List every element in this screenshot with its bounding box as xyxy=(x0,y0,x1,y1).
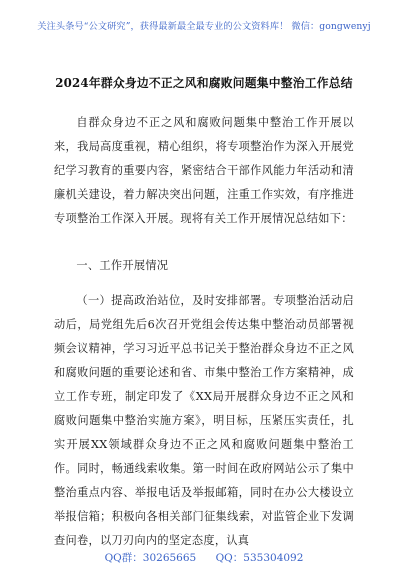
footer-contact xyxy=(0,550,408,565)
intro-block xyxy=(54,111,354,231)
section-block xyxy=(54,254,354,278)
footer-qq-group: QQ群：30265665 xyxy=(104,552,197,564)
header-promo-note: 关注头条号“公文研究”，获得最新最全最专业的公文资料库！ 微信：gongwenyj xyxy=(37,21,371,32)
intro-paragraph: 自群众身边不正之风和腐败问题集中整治工作开展以来，我局高度重视，精心组织，将专项整治作为深入开展党纪学习教育的重要内容，紧密结合干部作风能力年活动和清廉机关建设，着力解决突出问题，注重工作实效，有序推进专项整治工作深入开展。现将有关工作开展情况总结如下： xyxy=(54,116,354,225)
body-paragraph-1: （一）提高政治站位，及时安排部署。专项整治活动启动后，局党组先后6次召开党组会传达集中整治动员部署视频会议精神，学习习近平总书记关于整治群众身边不正之风和腐败问题的重要论述和省、市集中整治工作方案精神，成立工作专班，制定印发了《XX局开展群众身边不正之风和腐败问题集中整治实施方案》，明目标，压紧压实责任，扎实开展XX领域群众身边不正之风和腐败问题集中整治工作。同时，畅通线索收集。第一时间在政府网站公示了集中整治重点内容、举报电话及举报邮箱，同时在办公大楼设立举报信箱；积极向各相关部门征集线索，对监管企业下发调查问卷，以刀刃向内的坚定态度，认真 xyxy=(54,294,354,547)
document-title: 2024年群众身边不正之风和腐败问题集中整治工作总结 xyxy=(55,76,353,90)
footer-qq: QQ：535304092 xyxy=(215,552,304,564)
body-block xyxy=(54,289,354,553)
section-heading: 一、工作开展情况 xyxy=(76,259,169,272)
